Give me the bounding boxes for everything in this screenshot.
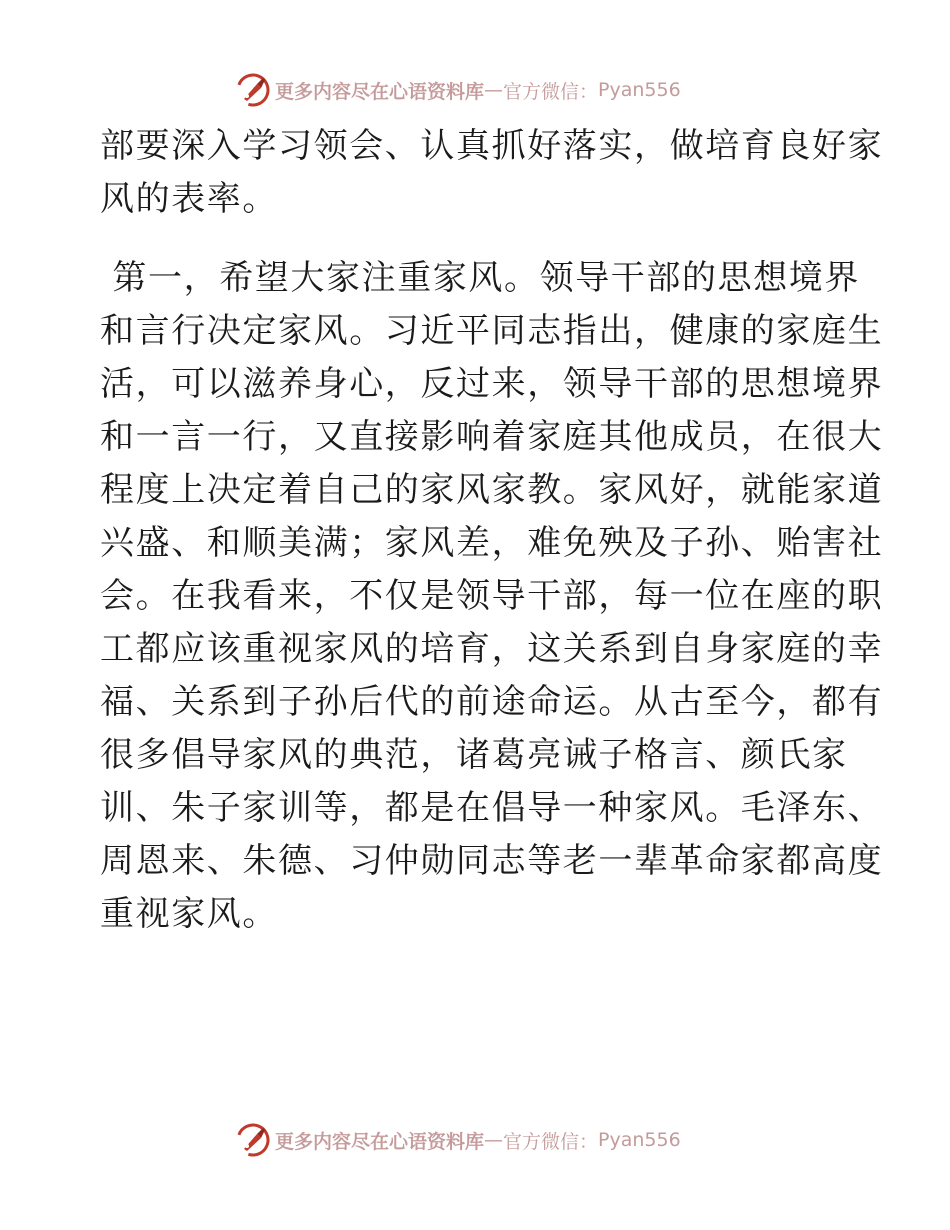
banner-dash: — (484, 1129, 504, 1151)
banner-wechat-id: Pyan556 (598, 79, 681, 101)
banner-dash: — (484, 79, 504, 101)
text-line: 训、朱子家训等，都是在倡导一种家风。毛泽东、 (100, 788, 884, 828)
banner-wechat-id: Pyan556 (598, 1129, 681, 1151)
banner-main-text: 更多内容尽在心语资料库 (275, 80, 485, 103)
header-banner (235, 70, 715, 110)
text-line: 活，可以滋养身心，反过来，领导干部的思想境界 (100, 364, 884, 404)
text-line: 和言行决定家风。习近平同志指出，健康的家庭生 (100, 311, 884, 351)
text-line: 周恩来、朱德、习仲勋同志等老一辈革命家都高度 (100, 841, 884, 881)
banner-official-label: 官方微信： (503, 1130, 599, 1153)
body-text (100, 120, 884, 941)
text-line: 风的表率。 (100, 179, 278, 219)
text-line: 兴盛、和顺美满；家风差，难免殃及子孙、贻害社 (100, 523, 884, 563)
paragraph-1 (100, 120, 884, 226)
paragraph-2 (100, 252, 884, 941)
banner-official-label: 官方微信： (503, 80, 599, 103)
text-line: 第一，希望大家注重家风。领导干部的思想境界 (100, 258, 861, 298)
text-line: 和一言一行，又直接影响着家庭其他成员，在很大 (100, 417, 884, 457)
text-line: 部要深入学习领会、认真抓好落实，做培育良好家 (100, 126, 884, 166)
text-line: 很多倡导家风的典范，诸葛亮诫子格言、颜氏家 (100, 735, 848, 775)
text-line: 程度上决定着自己的家风家教。家风好，就能家道 (100, 470, 884, 510)
banner-main-text: 更多内容尽在心语资料库 (275, 1130, 485, 1153)
ink-pen-logo-icon (235, 1122, 271, 1158)
text-line: 会。在我看来，不仅是领导干部，每一位在座的职 (100, 576, 884, 616)
text-line: 重视家风。 (100, 894, 278, 934)
text-line: 工都应该重视家风的培育，这关系到自身家庭的幸 (100, 629, 884, 669)
ink-pen-logo-icon (235, 72, 271, 108)
footer-banner (235, 1120, 715, 1160)
text-line: 福、关系到子孙后代的前途命运。从古至今，都有 (100, 682, 884, 722)
